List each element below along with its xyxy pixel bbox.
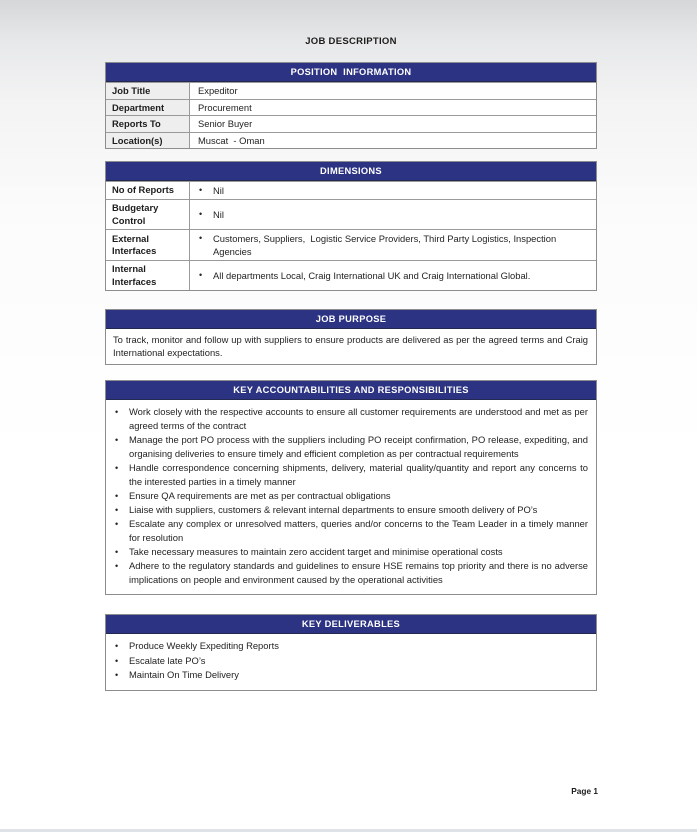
bullet-item	[106, 668, 588, 683]
row-value: Muscat - Oman	[198, 134, 265, 146]
bullet-text: Nil	[213, 185, 224, 196]
table-row	[106, 199, 596, 229]
table-row	[106, 229, 596, 260]
position-information-header: POSITION INFORMATION	[106, 63, 596, 82]
row-value: Procurement	[198, 101, 252, 113]
bullet-text: Customers, Suppliers, Logistic Service Providers, Third Party Logistics, Inspection Agencies	[213, 233, 559, 257]
row-label: No of Reports	[106, 182, 190, 199]
row-value	[190, 182, 596, 199]
key-deliverables-body	[106, 634, 596, 690]
job-purpose-body	[106, 329, 596, 364]
document-title: JOB DESCRIPTION	[305, 36, 397, 47]
bullet-marker: •	[115, 561, 119, 571]
bullet-text: Produce Weekly Expediting Reports	[129, 640, 279, 651]
bullet-marker: •	[115, 505, 119, 515]
job-purpose-text: To track, monitor and follow up with suppliers to ensure products are delivered as per the agreed terms and Craig International expectations.	[113, 334, 591, 358]
bullet-item	[106, 461, 591, 489]
bullet-item	[106, 545, 588, 559]
bullet-marker: •	[115, 670, 119, 680]
bullet-item	[190, 184, 588, 197]
dimensions-table	[105, 161, 597, 291]
row-value	[190, 230, 596, 260]
row-value: Senior Buyer	[198, 118, 253, 130]
bullet-marker: •	[115, 641, 119, 651]
table-row	[106, 181, 596, 199]
bullet-marker: •	[115, 435, 119, 445]
table-row	[106, 99, 596, 116]
bullet-text: Maintain On Time Delivery	[129, 669, 239, 680]
row-value	[190, 200, 596, 229]
bullet-text: Liaise with suppliers, customers & relevant internal departments to ensure smooth delivery of PO’s	[129, 504, 538, 515]
key-accountabilities-header: KEY ACCOUNTABILITIES AND RESPONSIBILITIES	[106, 381, 596, 400]
bullet-item	[190, 232, 588, 258]
bullet-item	[106, 654, 588, 669]
row-label: Internal Interfaces	[106, 261, 190, 290]
row-value: Expeditor	[198, 85, 238, 97]
bullet-text: Escalate late PO’s	[129, 654, 206, 666]
row-label: Budgetary Control	[106, 200, 190, 229]
bullet-item	[106, 517, 591, 545]
row-label: Job Title	[106, 83, 190, 99]
bullet-marker: •	[115, 655, 119, 666]
bullet-text: Ensure QA requirements are met as per contractual obligations	[129, 490, 391, 501]
bullet-marker: •	[199, 233, 203, 243]
bullet-text: Take necessary measures to maintain zero accident target and minimise operational costs	[129, 546, 503, 557]
table-row	[106, 132, 596, 149]
position-information-table	[105, 62, 597, 149]
bullet-marker: •	[115, 491, 119, 501]
bullet-text: Adhere to the regulatory standards and guidelines to ensure HSE remains top priority and there is no adverse implications on people and environment caused by the operational activities	[129, 560, 591, 585]
row-label: Location(s)	[106, 133, 190, 149]
bullet-item	[106, 639, 588, 654]
row-label: Department	[106, 100, 190, 116]
bullet-marker: •	[199, 209, 203, 219]
bullet-text: Work closely with the respective accounts to ensure all customer requirements are understood and met as per agreed terms of the contract	[129, 406, 591, 431]
bullet-text: Escalate any complex or unresolved matters, queries and/or concerns to the Team Leader in a timely manner for resolution	[129, 518, 591, 543]
table-row	[106, 260, 596, 290]
document-content	[105, 0, 597, 691]
bullet-marker: •	[115, 547, 119, 557]
table-row	[106, 115, 596, 132]
key-accountabilities-body	[106, 400, 596, 594]
bullet-item	[190, 208, 588, 221]
bullet-item	[106, 405, 591, 433]
bullet-marker: •	[199, 185, 203, 195]
row-label: Reports To	[106, 116, 190, 132]
row-label: External Interfaces	[106, 230, 190, 260]
dimensions-header: DIMENSIONS	[106, 162, 596, 181]
bullet-text: All departments Local, Craig International UK and Craig International Global.	[213, 270, 531, 281]
bullet-marker: •	[199, 270, 203, 280]
bullet-marker: •	[115, 407, 119, 417]
bullet-item	[106, 489, 588, 503]
bullet-item	[106, 503, 588, 517]
bullet-text: Nil	[213, 209, 224, 220]
page-number: Page 1	[571, 786, 598, 796]
row-value	[190, 261, 596, 290]
job-purpose-section	[105, 309, 597, 365]
table-row	[106, 82, 596, 99]
bullet-marker: •	[115, 463, 119, 473]
bullet-item	[106, 433, 591, 461]
bullet-text: Handle correspondence concerning shipments, delivery, material quality/quantity and report any concerns to the interested parties in a timely manner	[129, 462, 591, 487]
bullet-text: Manage the port PO process with the suppliers including PO receipt confirmation, PO release, expediting, and organising deliveries to ensure timely and efficient completion as per contractual requirements	[129, 434, 591, 459]
job-purpose-header: JOB PURPOSE	[106, 310, 596, 329]
bullet-item	[190, 269, 588, 282]
key-accountabilities-section	[105, 380, 597, 595]
key-deliverables-section	[105, 614, 597, 691]
bullet-item	[106, 559, 591, 587]
bullet-marker: •	[115, 519, 119, 529]
key-deliverables-header: KEY DELIVERABLES	[106, 615, 596, 634]
